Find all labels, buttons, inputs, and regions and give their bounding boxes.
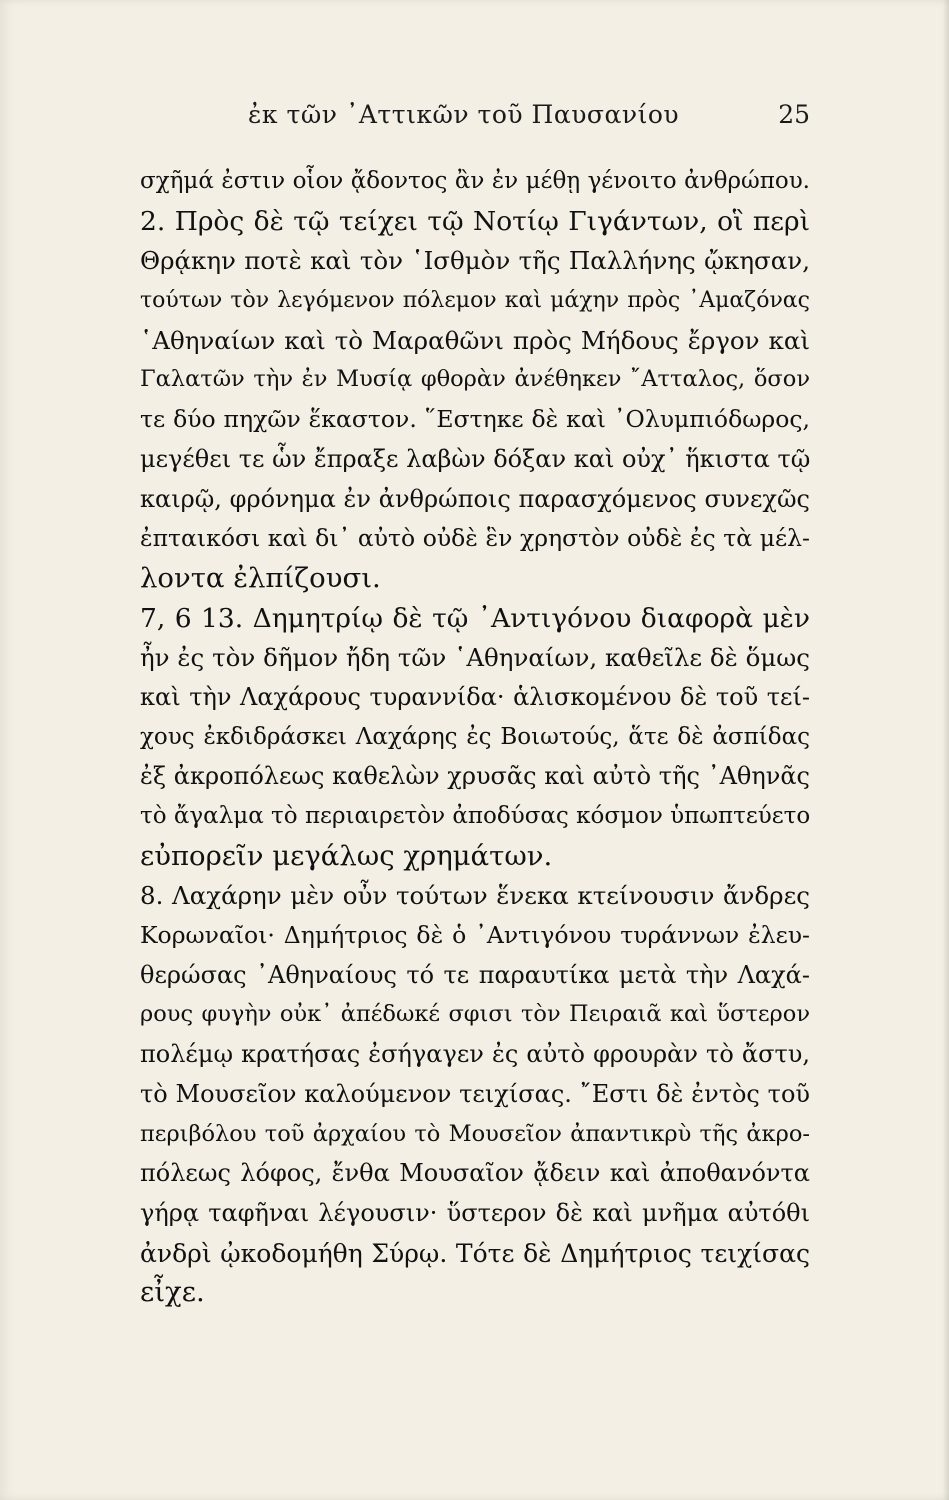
text-line: ἀνδρὶ ᾠκοδομήθη Σύρῳ. Τότε δὲ Δημήτριος τειχίσας bbox=[140, 1238, 810, 1268]
text-line: γήρᾳ ταφῆναι λέγουσιν· ὕστερον δὲ καὶ μνῆμα αὐτόθι bbox=[140, 1198, 810, 1227]
text-line: ἐξ ἀκροπόλεως καθελὼν χρυσᾶς καὶ αὐτὸ τῆς ᾿Αθηνᾶς bbox=[140, 762, 810, 791]
text-line: ἦν ἐς τὸν δῆμον ἤδη τῶν ῾Αθηναίων, καθεῖλε δὲ ὅμως bbox=[140, 643, 810, 673]
text-line: χους ἐκδιδράσκει Λαχάρης ἐς Βοιωτούς, ἅτε δὲ ἀσπίδας bbox=[140, 723, 810, 750]
text-line: καὶ τὴν Λαχάρους τυραννίδα· ἁλισκομένου δὲ τοῦ τεί- bbox=[140, 682, 810, 711]
text-line: τὸ Μουσεῖον καλούμενον τειχίσας. ῎Εστι δὲ ἐντὸς τοῦ bbox=[140, 1079, 810, 1108]
text-line: Γαλατῶν τὴν ἐν Μυσίᾳ φθορὰν ἀνέθηκεν ῎Ατταλος, ὅσον bbox=[140, 366, 810, 393]
text-line: Κορωναῖοι· Δημήτριος δὲ ὁ ᾿Αντιγόνου τυράννων ἐλευ- bbox=[140, 921, 810, 950]
text-line: καιρῷ, φρόνημα ἐν ἀνθρώποις παρασχόμενος συνεχῶς bbox=[140, 484, 810, 513]
text-line: εἶχε. bbox=[140, 1276, 205, 1309]
running-head-title: ἐκ τῶν ᾿Αττικῶν τοῦ Παυσανίου bbox=[248, 100, 680, 129]
text-line: τὸ ἄγαλμα τὸ περιαιρετὸν ἀποδύσας κόσμον ὑπωπτεύετο bbox=[140, 803, 810, 829]
text-line: εὐπορεῖν μεγάλως χρημάτων. bbox=[140, 839, 553, 872]
text-line: σχῆμά ἐστιν οἷον ᾄδοντος ἂν ἐν μέθῃ γένοιτο ἀνθρώπου. bbox=[140, 168, 810, 194]
text-line: πολέμῳ κρατήσας ἐσήγαγεν ἐς αὐτὸ φρουρὰν τὸ ἄστυ, bbox=[140, 1040, 810, 1069]
text-line: περιβόλου τοῦ ἀρχαίου τὸ Μουσεῖον ἀπαντικρὺ τῆς ἀκρο- bbox=[140, 1120, 810, 1147]
text-line: 2. Πρὸς δὲ τῷ τείχει τῷ Νοτίῳ Γιγάντων, οἳ περὶ bbox=[140, 205, 810, 237]
page-edge-shadow bbox=[943, 0, 949, 1500]
text-line: ἐπταικόσι καὶ δι᾿ αὐτὸ οὐδὲ ἓν χρηστὸν οὐδὲ ἐς τὰ μέλ- bbox=[140, 524, 810, 553]
text-line: 8. Λαχάρην μὲν οὖν τούτων ἕνεκα κτείνουσιν ἄνδρες bbox=[140, 881, 810, 911]
text-line: Θρᾴκην ποτὲ καὶ τὸν ῾Ισθμὸν τῆς Παλλήνης ᾤκησαν, bbox=[140, 246, 810, 276]
page-number: 25 bbox=[778, 100, 810, 129]
running-head bbox=[140, 96, 810, 136]
text-line: ρους φυγὴν οὐκ᾿ ἀπέδωκέ σφισι τὸν Πειραιᾶ καὶ ὕστερον bbox=[140, 1001, 810, 1028]
text-line: τούτων τὸν λεγόμενον πόλεμον καὶ μάχην πρὸς ᾿Αμαζόνας bbox=[140, 288, 810, 314]
text-line: ῾Αθηναίων καὶ τὸ Μαραθῶνι πρὸς Μήδους ἔργον καὶ bbox=[140, 325, 810, 355]
text-line: τε δύο πηχῶν ἕκαστον. ῞Εστηκε δὲ καὶ ᾿Ολυμπιόδωρος, bbox=[140, 405, 810, 434]
text-line: μεγέθει τε ὧν ἔπραξε λαβὼν δόξαν καὶ οὐχ᾿ ἥκιστα τῷ bbox=[140, 444, 810, 473]
text-line: 7, 6 13. Δημητρίῳ δὲ τῷ ᾿Αντιγόνου διαφορὰ μὲν bbox=[140, 602, 810, 634]
body-text bbox=[140, 162, 810, 1313]
text-line: λοντα ἐλπίζουσι. bbox=[140, 561, 381, 594]
text-line: θερώσας ᾿Αθηναίους τό τε παραυτίκα μετὰ τὴν Λαχά- bbox=[140, 960, 810, 989]
text-line: πόλεως λόφος, ἔνθα Μουσαῖον ᾄδειν καὶ ἀποθανόντα bbox=[140, 1159, 810, 1188]
